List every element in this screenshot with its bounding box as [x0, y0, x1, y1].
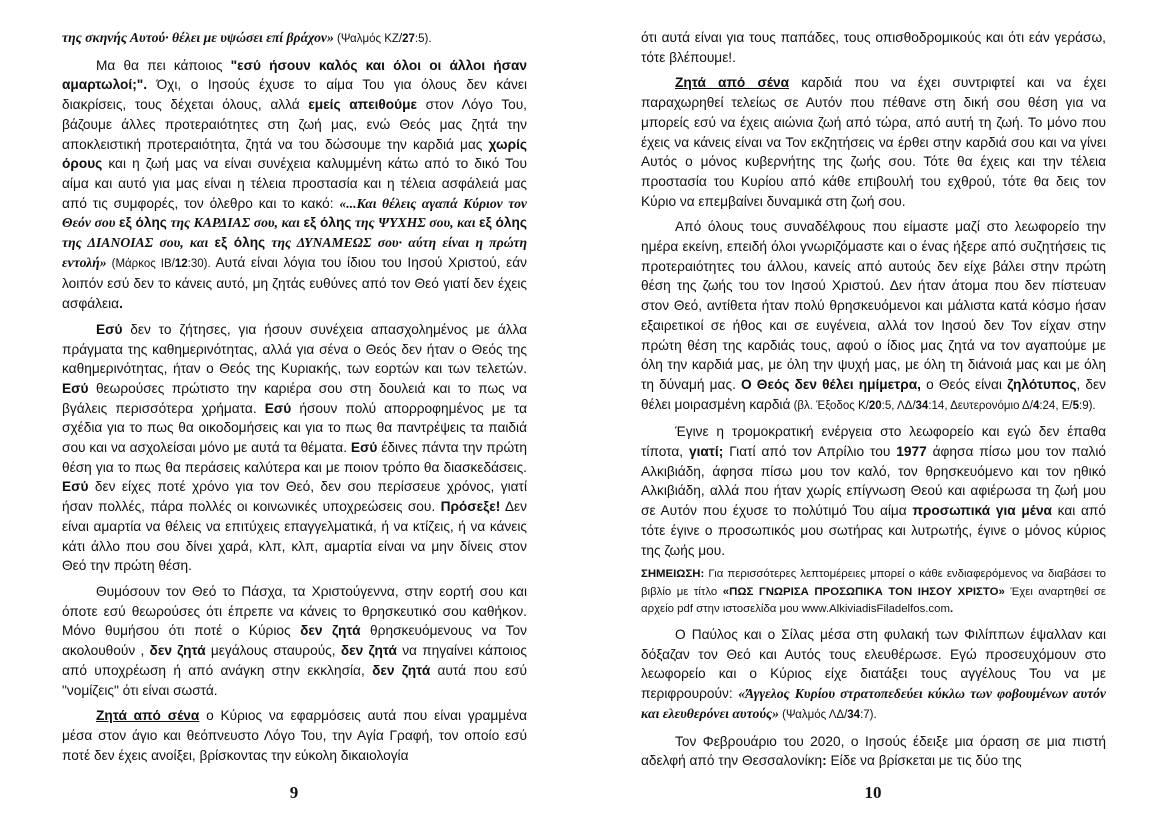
- text: Αυτά είναι λόγια του ίδιου του Ιησού Χριστού, εάν λοιπόν εσύ δεν το κάνεις αυτό, μη ζητάς ευθύνες από τον Θεό γιατί δεν έχεις ασφάλεια: [62, 254, 527, 312]
- text: ο Θεός είναι: [920, 376, 1008, 392]
- text: Όχι, ο Ιησούς έχυσε το αίμα Του για όλους δεν κάνει διακρίσεις, τους δέχεται όλους, αλλά: [62, 77, 527, 113]
- left-paragraph-3: [62, 582, 527, 700]
- text: δεν το ζήτησες, για ήσουν συνέχεια απασχολημένος με άλλα πράγματα της καθημερινότητας, αλλά για σένα ο Θεός δεν ήταν ο Θεός της καθημερινότητας, ήταν ο Θεός της Κυριακής, των εορτών και των τελετών.: [62, 321, 527, 377]
- bold-text: Εσύ: [96, 321, 123, 337]
- underlined-heading: Ζητά από σένα: [675, 75, 790, 91]
- ref-text: (Ψαλμός ΛΔ/: [778, 708, 848, 721]
- ref-chapter: 34: [915, 399, 929, 412]
- ref-text: (Μάρκος ΙΒ/: [106, 257, 175, 270]
- text: Τον Φεβρουάριο του 2020, ο Ιησούς έδειξε μια όραση σε μια πιστή αδελφή από την Θεσσαλονίκη: [641, 733, 1106, 769]
- text: θρησκευόμενους να Τον ακολουθούν ,: [62, 623, 527, 659]
- ref-text: :24, Ε/: [1039, 399, 1073, 412]
- left-paragraph-0: [62, 28, 527, 50]
- bold-text: εξ όλης: [214, 235, 266, 251]
- left-paragraph-2: [62, 320, 527, 576]
- ref-text: (βλ. Έξοδος Κ/: [790, 399, 869, 412]
- text: Μα θα πει κάποιος: [96, 57, 231, 73]
- mark-quote: της ΨΥΧΗΣ σου, και: [351, 215, 480, 231]
- ref-text: :14, Δευτερονόμιο Δ/: [928, 399, 1033, 412]
- bold-text: Εσύ: [62, 479, 89, 495]
- mark-quote: της ΔΙΑΝΟΙΑΣ σου, και: [62, 235, 215, 251]
- text: Έγινε η τρομοκρατική ενέργεια στο λεωφορείο και εγώ δεν έπαθα τίποτα,: [641, 424, 1106, 460]
- bold-text: εξ όλης: [303, 215, 352, 231]
- text: Είδε να βρίσκεται με τις δύο της: [826, 753, 1022, 769]
- bold-text: χωρίς όρους: [62, 136, 527, 172]
- bold-text: εξ όλης: [479, 215, 527, 231]
- bold-text: δεν ζητά: [372, 662, 431, 678]
- bold-year: 1977: [896, 444, 927, 460]
- bold-text: Ο Θεός δεν θέλει ημίμετρα,: [741, 376, 921, 392]
- right-paragraph-1: [641, 73, 1106, 211]
- text: αυτά που εσύ "νομίζεις" ότι είναι σωστά.: [62, 662, 527, 698]
- page-number-right: 10: [864, 783, 882, 802]
- text: να πηγαίνει κάποιος από υποχρέωση ή από ανάγκη στην εκκλησία,: [62, 643, 527, 678]
- bold-colon: :: [822, 753, 827, 769]
- ref-verse: :7).: [860, 708, 877, 721]
- text: Γιατί από τον Απρίλιο του: [723, 444, 897, 460]
- text: και από τότε έγινε ο προσωπικός μου σωτήρας και λυτρωτής, έγινε ο μόνος κύριος της ζωής μου.: [641, 503, 1106, 558]
- left-page: [62, 28, 527, 778]
- right-paragraph-3: [641, 422, 1106, 560]
- text: άφησα πίσω μου τον παλιό Αλκιβιάδη, άφησα πίσω μου τον καλό, τον θρησκευόμενο και τον ηθικό Αλκιβιάδη, αλλά που ήταν χωρίς επίγνωση Θεού και αφιέρωσα τη ζωή μου σε Αυτόν που έχυσε το πολύτιμό Του αίμα: [641, 444, 1106, 519]
- mark-quote: της ΔΥΝΑΜΕΩΣ σου· αύτη είναι η πρώτη εντολή»: [62, 235, 527, 270]
- right-paragraph-5: [641, 732, 1106, 771]
- text: Από όλους τους συναδέλφους που είμαστε μαζί στο λεωφορείο την ημέρα εκείνη, επειδή όλοι γνωριζόμαστε και ο ένας ήξερε από συζητήσεις τις προτεραιότητες του άλλου, κανείς από αυτούς δεν είχε βάλει στην πρώτη θέση της ζωής του τον Ιησού Χριστού. Δεν ήταν άτομα που δεν πίστευαν στον Θεό, αντίθετα ήταν πολύ θρησκευόμενοι και μάλιστα κατά κόσμο ήσαν εξαιρετικοί σε ήθος και σε ευγένεια, αλλά τον Ιησού δεν Τον είχαν στην πρώτη θέση της καρδιάς τους, αφού ο ίδιος μας ζητά να τον αγαπούμε με όλη την καρδιά μας, με όλη την ψυχή μας, με όλη τη διάνοιά μας και με όλη τη δύναμή μας.: [641, 219, 1106, 392]
- bold-period: .: [119, 296, 123, 312]
- note-text: Έχει αναρτηθεί σε αρχείο pdf στην ιστοσελίδα μου www.AlkiviadisFiladelfos.com: [641, 585, 1106, 616]
- book-title: «ΠΩΣ ΓΝΩΡΙΣΑ ΠΡΟΣΩΠΙΚΑ ΤΟΝ ΙΗΣΟΥ ΧΡΙΣΤΟ»: [722, 585, 1005, 598]
- note-paragraph: [641, 566, 1106, 619]
- ref-chapter: 20: [868, 399, 882, 412]
- right-paragraph-2: [641, 217, 1106, 416]
- text: έδινες πάντα την πρώτη θέση για το πως θα περάσεις καλύτερα και με ποιον τρόπο θα διασκεδάσεις.: [62, 440, 527, 475]
- bold-text: προσωπικά για μένα: [912, 503, 1052, 519]
- bold-text: Εσύ: [350, 440, 378, 456]
- left-paragraph-1: [62, 56, 527, 314]
- text: Δεν είναι αμαρτία να θέλεις να επιτύχεις επαγγελματικά, ή να κτίζεις, ή να κάνεις κάτι άλλο που σου δίνει χαρά, κλπ, κλπ, αμαρτία είναι να μην δίνεις στον Θεό την πρώτη θέση.: [62, 499, 528, 574]
- text: μεγάλους σταυρούς,: [205, 643, 341, 659]
- mark-quote: «...Και θέλεις αγαπά Κύριον τον Θεόν σου: [62, 195, 527, 231]
- text: ήσουν πολύ απορροφημένος με τα σχέδια για το πως θα οικοδομήσεις και για το πως θα παντρέψεις τα παιδιά σου και να ασχολείσαι μόνο με αυτά τα θέματα.: [62, 400, 527, 456]
- text: δεν είχες ποτέ χρόνο για τον Θεό, δεν σου περίσσευε χρόνος, γιατί ήσαν πολλές, πάρα πολλές οι κοινωνικές υποχρεώσεις σου.: [62, 479, 527, 515]
- text: καρδιά που να έχει συντριφτεί και να έχει παραχωρηθεί τελείως σε Αυτόν που πέθανε στη δική σου θέση για να μπορείς εσύ να έχεις αιώνια ζωή από τώρα, από αυτή τη ζωή. Το μόνο που έχεις να κάνεις είναι να Τον εκζητήσεις να έρθει στην καρδιά σου και να γίνει Αυτός ο μόνος κυβερνήτης της ζωής σου. Τότε θα έχεις και την τέλεια προστασία του Κυρίου από κάθε επιβουλή του εχθρού, τότε θα δεις τον Κύριο να επεμβαίνει δυναμικά στη ζωή σου.: [641, 75, 1106, 209]
- page-number-left: 9: [289, 783, 299, 802]
- bold-text: δεν ζητά: [149, 643, 206, 659]
- underlined-heading: Ζητά από σένα: [96, 708, 200, 724]
- bold-text: δεν ζητά: [300, 623, 361, 639]
- bold-text: εμείς απειθούμε: [308, 97, 417, 113]
- bold-text: ζηλότυπος: [1007, 376, 1077, 392]
- text: Ο Παύλος και ο Σίλας μέσα στη φυλακή των Φιλίππων έψαλλαν και δόξαζαν τον Θεό και Αυτός τους ελευθέρωσε. Εγώ προσευχόμουν στο λεωφορείο και ο Κύριος είχε διατάξει τους αγγέλους Του να με περιφρουρούν:: [641, 627, 1106, 702]
- ref-chapter: 12: [174, 257, 188, 270]
- bold-text: εξ όλης: [118, 215, 167, 231]
- note-text: Για περισσότερες λεπτομέρειες μπορεί ο κάθε ενδιαφερόμενος να διαβάσει το βιβλίο με τίτλο: [641, 568, 1106, 598]
- bold-text: Πρόσεξε!: [440, 499, 501, 515]
- text: ότι αυτά είναι για τους παπάδες, τους οπισθοδρομικούς και ότι εάν γεράσω, τότε βλέπουμε!.: [641, 30, 1106, 65]
- ref-text: :5, ΛΔ/: [881, 399, 916, 412]
- text: ο Κύριος να εφαρμόσεις αυτά που είναι γραμμένα μέσα στον άγιο και θεόπνευστο Λόγο Του, την Αγία Γραφή, τον οποίο εσύ ποτέ δεν έχεις ανοίξει, βρίσκοντας την εύκολη δικαιολογία: [62, 708, 527, 763]
- ref-text: :9).: [1079, 399, 1096, 412]
- text: Θυμόσουν τον Θεό το Πάσχα, τα Χριστούγεννα, στην εορτή σου και όποτε εσύ θεωρούσες ότι έπρεπε να κάνεις το θρησκευτικό σου καθήκον. Μόνο θυμήσου ότι ποτέ ο Κύριος: [62, 583, 527, 639]
- ref-verse: :5).: [414, 33, 432, 45]
- mark-quote: της ΚΑΡΔΙΑΣ σου, και: [166, 215, 304, 231]
- ref-chapter: 27: [402, 33, 415, 45]
- ref-verse: :30).: [187, 257, 211, 270]
- bold-text: γιατί;: [688, 444, 724, 460]
- bold-question: "εσύ ήσουν καλός και όλοι οι άλλοι ήσαν αμαρτωλοί;".: [62, 57, 528, 93]
- left-paragraph-4: [62, 706, 527, 765]
- bold-period: .: [949, 603, 954, 616]
- text: στον Λόγο Του, βάζουμε άλλες προτεραιότητες στη ζωή μας, ενώ Θεός μας ζητά την αποκλειστική προτεραιότητα, ζητά να του δώσουμε την καρδιά μας: [62, 97, 527, 152]
- ref-chapter: 4: [1032, 399, 1040, 412]
- text: θεωρούσες πρώτιστο την καριέρα σου στη δουλειά και το πως να βγάλεις περισσότερα χρήματα.: [62, 380, 527, 416]
- right-page: [641, 28, 1106, 778]
- bold-text: δεν ζητά: [340, 643, 397, 659]
- psalm-quote: της σκηνής Αυτού· θέλει με υψώσει επί βράχον»: [62, 30, 334, 45]
- psalm-quote: «Άγγελος Κυρίου στρατοπεδεύει κύκλω των φοβουμένων αυτόν και ελευθερόνει αυτούς»: [641, 686, 1106, 721]
- ref-chapter: 34: [847, 708, 861, 721]
- bold-text: Εσύ: [264, 400, 292, 416]
- text: , δεν θέλει μοιρασμένη καρδιά: [641, 376, 1106, 412]
- ref-text: (Ψαλμός ΚΖ/: [333, 33, 403, 45]
- note-label: ΣΗΜΕΙΩΣΗ:: [641, 568, 705, 581]
- right-paragraph-0: [641, 28, 1106, 67]
- right-paragraph-4: [641, 625, 1106, 726]
- bold-text: Εσύ: [62, 380, 89, 396]
- text: και η ζωή μας να είναι συνέχεια καλυμμένη κάτω από το δικό Του αίμα και αυτό για μας είναι η τέλεια προστασία και η τέλεια ασφάλειά μας από τις συμφορές, τον όλεθρο και το κακό:: [62, 156, 527, 211]
- ref-chapter: 5: [1072, 399, 1079, 412]
